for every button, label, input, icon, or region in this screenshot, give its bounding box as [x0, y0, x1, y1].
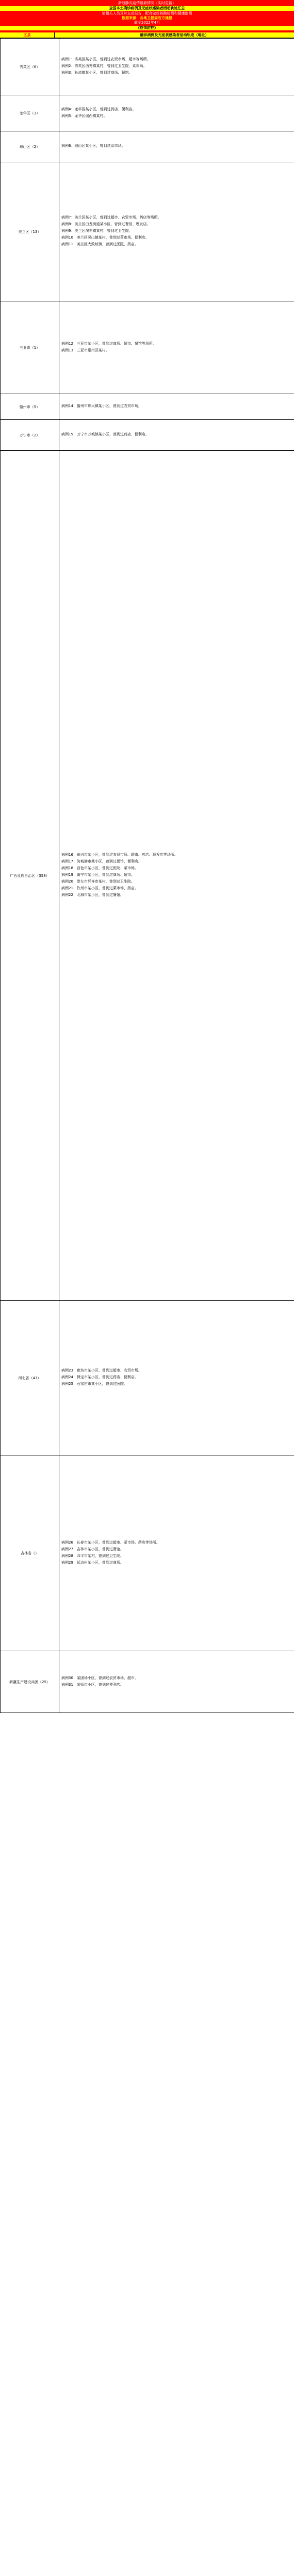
area-cell: 三亚市（1） — [1, 301, 59, 394]
area-cell: 万宁市（2） — [1, 420, 59, 451]
page-header — [0, 0, 294, 32]
activity-item: 病例21：钦州市某小区，曾到过菜市场、药店。 — [61, 886, 138, 890]
activity-item: 病例28：四平市某村，曾到过卫生院。 — [61, 1553, 124, 1558]
activity-item: 病例23：廊坊市某小区，曾到过超市、农贸市场。 — [61, 1368, 142, 1372]
activity-item: 病例2：秀英区西秀镇某村，曾到过卫生院、菜市场。 — [61, 64, 147, 68]
activity-cell — [59, 1651, 294, 1713]
activity-item: 病例7：美兰区某小区，曾到过超市、农贸市场、药店等场所。 — [61, 215, 161, 219]
events-table — [0, 38, 294, 1713]
activity-item: 病例18：百色市某小区，曾到过医院、菜市场。 — [61, 866, 138, 870]
activity-item: 病例24：保定市某小区，曾到过药店、便利店。 — [61, 1375, 138, 1379]
area-cell: 新疆生产建设兵团（25） — [1, 1651, 59, 1713]
activity-item: 病例1：秀英区某小区，曾到过农贸市场、超市等场所。 — [61, 57, 151, 61]
table-row — [1, 394, 294, 420]
table-row — [1, 95, 294, 131]
page-subtitle: 全国本土确诊病例及无症状感染者活动轨迹汇总 — [0, 6, 294, 11]
area-cell: 琼山区（2） — [1, 131, 59, 162]
area-cell: 河北省（47） — [1, 1301, 59, 1455]
activity-cell — [59, 1301, 294, 1455]
activity-item: 病例12：三亚市某小区，曾到过商场、超市、餐馆等场所。 — [61, 341, 156, 346]
activity-item: 病例8：美兰区白龙街道某小区，曾到过餐馆、理发店。 — [61, 222, 151, 226]
activity-item: 病例6：琼山区某小区，曾到过菜市场。 — [61, 144, 125, 148]
notice-text: 请相关人员及时主动报告，配合做好核酸检测和健康监测 — [102, 11, 192, 15]
activity-item: 病例15：万宁市万城镇某小区，曾到过药店、便利店。 — [61, 432, 149, 436]
area-cell: 儋州市（5） — [1, 394, 59, 420]
table-row — [1, 162, 294, 301]
activity-item: 病例27：吉林市某小区，曾到过餐馆。 — [61, 1547, 124, 1551]
activity-item: 病例3：长流镇某小区，曾到过商场、餐馆。 — [61, 71, 133, 75]
activity-item: 病例9：美兰区演丰镇某村，曾到过卫生院。 — [61, 229, 133, 233]
area-cell: 广西壮族自治区（358） — [1, 451, 59, 1301]
source-text: 数据来源：各地卫健委官方通报 — [122, 16, 172, 20]
table-row — [1, 131, 294, 162]
activity-item: 病例17：防城港市某小区，曾到过餐馆、便利店。 — [61, 859, 142, 863]
activity-item: 病例11：美兰区大致坡镇，曾到过医院、药店。 — [61, 242, 138, 246]
activity-item: 病例13：三亚市崖州区某村。 — [61, 348, 109, 352]
table-row — [1, 1651, 294, 1713]
table-row — [1, 420, 294, 451]
area-cell: 秀英区（6） — [1, 39, 59, 95]
area-cell: 美兰区（13） — [1, 162, 59, 301]
table-row — [1, 39, 294, 95]
header-area-cell: 区县 — [0, 32, 55, 38]
area-cell: 吉林省（） — [1, 1455, 59, 1651]
activity-cell — [59, 162, 294, 301]
header-desc-cell: 确诊病例及无症状感染者活动轨迹（地址） — [140, 33, 209, 37]
activity-item: 病例22：北海市某小区，曾到过餐馆。 — [61, 893, 124, 897]
activity-item: 病例25：石家庄市某小区，曾到过医院。 — [61, 1382, 127, 1386]
extra-text: 《疫情防控》 — [0, 26, 294, 30]
activity-item: 病例26：长春市某小区，曾到过超市、菜市场、药店等场所。 — [61, 1540, 160, 1545]
table-row — [1, 1455, 294, 1651]
table-row — [1, 301, 294, 394]
activity-item: 病例29：延边州某小区，曾到过商场。 — [61, 1560, 124, 1565]
page-title: 新冠肺炎疫情最新情况（实时更新） — [118, 1, 176, 5]
activity-cell — [59, 39, 294, 95]
activity-item: 病例4：龙华区某小区，曾到过药店、便利店。 — [61, 107, 136, 111]
activity-cell — [59, 301, 294, 394]
activity-item: 病例5：龙华区城西镇某村。 — [61, 113, 107, 118]
activity-cell — [59, 1455, 294, 1651]
activity-item: 病例14：儋州市那大镇某小区，曾到过农贸市场。 — [61, 404, 142, 408]
activity-cell — [59, 95, 294, 131]
date-text: 截至2022年4月 — [134, 21, 160, 25]
activity-cell — [59, 131, 294, 162]
table-row — [1, 1301, 294, 1455]
table-header — [0, 32, 294, 38]
table-row — [1, 451, 294, 1301]
activity-item: 病例16：东兴市某小区，曾到过农贸市场、超市、药店、理发店等场所。 — [61, 853, 178, 857]
activity-cell — [59, 451, 294, 1301]
activity-cell — [59, 420, 294, 451]
activity-item: 病例19：南宁市某小区，曾到过商场、超市。 — [61, 873, 135, 877]
activity-item: 病例20：崇左市凭祥市某村，曾到过卫生院。 — [61, 879, 135, 884]
activity-item: 病例10：美兰区灵山镇某村，曾到过菜市场、便利店。 — [61, 235, 149, 240]
activity-cell — [59, 394, 294, 420]
activity-item: 病例30：某团场小区，曾到过农贸市场、超市。 — [61, 1675, 138, 1680]
activity-item: 病例31：某师市小区，曾到过便利店。 — [61, 1682, 124, 1687]
area-cell: 龙华区（3） — [1, 95, 59, 131]
